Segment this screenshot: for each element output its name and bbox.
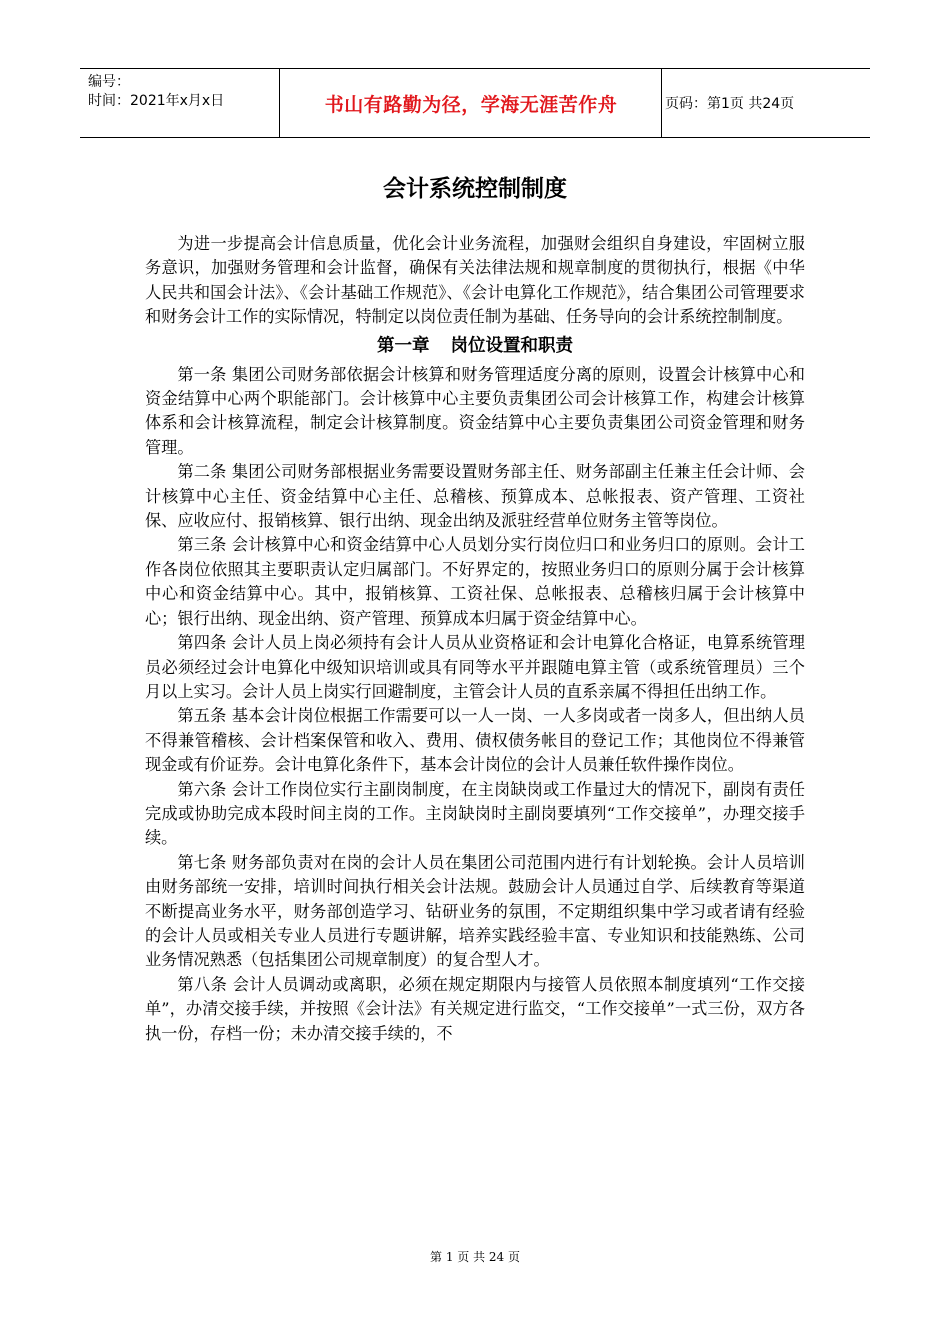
document-time-label: 时间：2021年x月x日: [88, 93, 225, 109]
page-footer: 第 1 页 共 24 页: [430, 1250, 520, 1264]
article-paragraph: 第三条 会计核算中心和资金结算中心人员划分实行岗位归口和业务归口的原则。会计工作各岗位依照其主要职责认定归属部门。不好界定的，按照业务归口的原则分属于会计核算中心和资金结算中心。其中，报销核算、工资社保、总帐报表、总稽核归属于会计核算中心；银行出纳、现金出纳、资产管理、预算成本归属于资金结算中心。: [145, 535, 805, 628]
article-paragraph: 第七条 财务部负责对在岗的会计人员在集团公司范围内进行有计划轮换。会计人员培训由财务部统一安排，培训时间执行相关会计法规。鼓励会计人员通过自学、后续教育等渠道不断提高业务水平，财务部创造学习、钻研业务的氛围，不定期组织集中学习或者请有经验的会计人员或相关专业人员进行专题讲解，培养实践经验丰富、专业知识和技能熟练、公司业务情况熟悉（包括集团公司规章制度）的复合型人才。: [145, 852, 805, 970]
intro-paragraph: 为进一步提高会计信息质量，优化会计业务流程，加强财会组织自身建设，牢固树立服务意识，加强财务管理和会计监督，确保有关法律法规和规章制度的贯彻执行，根据《中华人民共和国会计法》、《会计基础工作规范》、《会计电算化工作规范》，结合集团公司管理要求和财务会计工作的实际情况，特制定以岗位责任制为基础、任务导向的会计系统控制制度。: [145, 234, 805, 327]
document-number-label: 编号：: [88, 74, 130, 90]
chapter-name: 岗位设置和职责: [450, 335, 573, 356]
page-header: [80, 68, 870, 138]
header-divider: [661, 69, 662, 137]
header-motto: 书山有路勤为径，学海无涯苦作舟: [324, 93, 618, 116]
article-paragraph: 第五条 基本会计岗位根据工作需要可以一人一岗、一人多岗或者一岗多人，但出纳人员不得兼管稽核、会计档案保管和收入、费用、债权债务帐目的登记工作；其他岗位不得兼管现金或有价证券。会计电算化条件下，基本会计岗位的会计人员兼任软件操作岗位。: [145, 706, 805, 775]
chapter-heading: [145, 332, 805, 360]
document-title: 会计系统控制制度: [383, 176, 567, 202]
article-paragraph: 第一条 集团公司财务部依据会计核算和财务管理适度分离的原则，设置会计核算中心和资金结算中心两个职能部门。会计核算中心主要负责集团公司会计核算工作，构建会计核算体系和会计核算流程，制定会计核算制度。资金结算中心主要负责集团公司资金管理和财务管理。: [145, 364, 805, 457]
article-paragraph: 第八条 会计人员调动或离职，必须在规定期限内与接管人员依照本制度填列“工作交接单”，办清交接手续，并按照《会计法》有关规定进行监交，“工作交接单”一式三份，双方各执一份，存档一份；未办清交接手续的，不: [145, 974, 805, 1043]
header-page-info: 页码：第1页 共24页: [665, 96, 795, 112]
article-paragraph: 第六条 会计工作岗位实行主副岗制度，在主岗缺岗或工作量过大的情况下，副岗有责任完成或协助完成本段时间主岗的工作。主岗缺岗时主副岗要填列“工作交接单”，办理交接手续。: [145, 779, 805, 848]
article-paragraph: 第四条 会计人员上岗必须持有会计人员从业资格证和会计电算化合格证，电算系统管理员必须经过会计电算化中级知识培训或具有同等水平并跟随电算主管（或系统管理员）三个月以上实习。会计人员上岗实行回避制度，主管会计人员的直系亲属不得担任出纳工作。: [145, 633, 805, 701]
article-paragraph: 第二条 集团公司财务部根据业务需要设置财务部主任、财务部副主任兼主任会计师、会计核算中心主任、资金结算中心主任、总稽核、预算成本、总帐报表、资产管理、工资社保、应收应付、报销核算、银行出纳、现金出纳及派驻经营单位财务主管等岗位。: [145, 462, 805, 531]
header-divider: [279, 69, 280, 137]
header-meta: [88, 73, 278, 111]
chapter-number: 第一章: [377, 335, 430, 356]
document-body: [145, 232, 805, 1046]
